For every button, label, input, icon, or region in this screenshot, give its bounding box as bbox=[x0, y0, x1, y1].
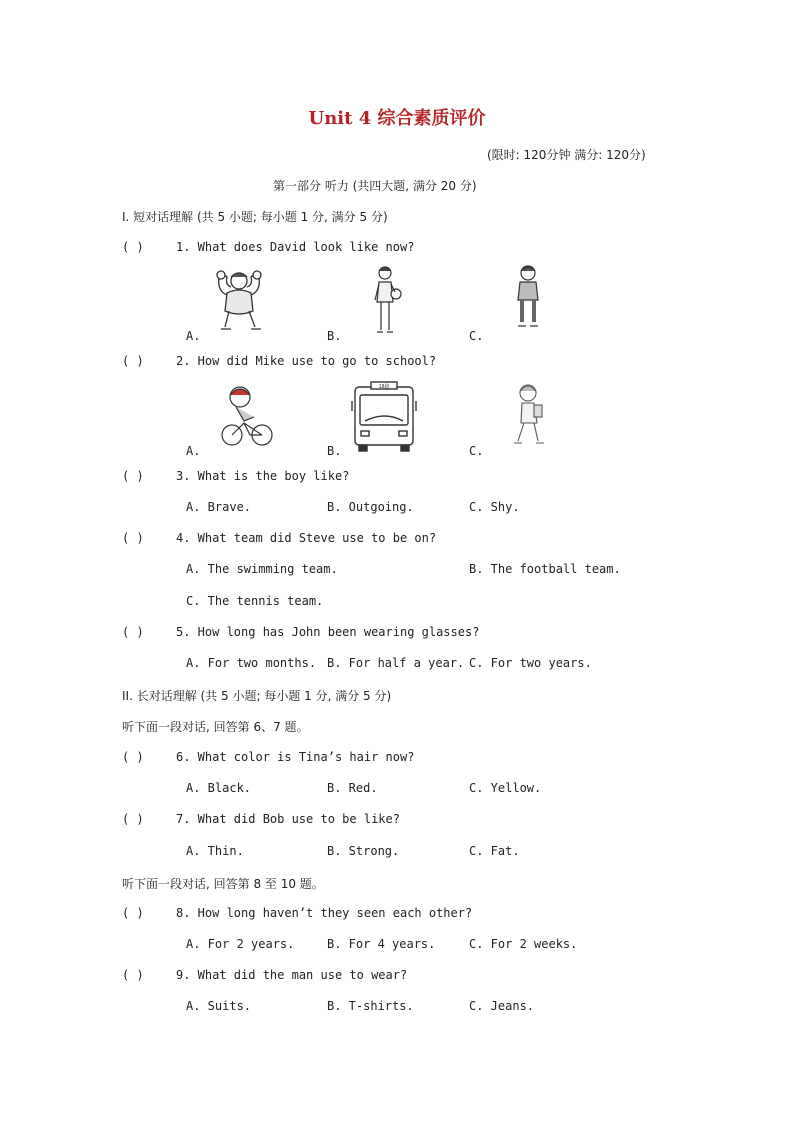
q2-stem: 2. How did Mike use to go to school? bbox=[176, 354, 437, 368]
boy-standing-image bbox=[512, 264, 544, 332]
thin-boy-image bbox=[369, 264, 405, 340]
q7-option-c[interactable]: C. Fat. bbox=[469, 844, 520, 858]
time-limit: (限时: 120分钟 满分: 120分) bbox=[487, 148, 646, 162]
answer-blank-5[interactable]: ( ) bbox=[122, 625, 144, 639]
q7-stem: 7. What did Bob use to be like? bbox=[176, 812, 400, 826]
q4-option-c[interactable]: C. The tennis team. bbox=[186, 594, 324, 608]
answer-blank-6[interactable]: ( ) bbox=[122, 750, 144, 764]
answer-blank-3[interactable]: ( ) bbox=[122, 469, 144, 483]
bicycle-image bbox=[220, 383, 272, 449]
q6-option-a[interactable]: A. Black. bbox=[186, 781, 252, 795]
section-2-heading: II. 长对话理解 (共 5 小题; 每小题 1 分, 满分 5 分) bbox=[122, 689, 392, 703]
q8-option-c[interactable]: C. For 2 weeks. bbox=[469, 937, 578, 951]
q3-option-b[interactable]: B. Outgoing. bbox=[327, 500, 414, 514]
q6-stem: 6. What color is Tina’s hair now? bbox=[176, 750, 415, 764]
q7-option-a[interactable]: A. Thin. bbox=[186, 844, 244, 858]
q1-stem: 1. What does David look like now? bbox=[176, 240, 415, 254]
q3-option-a[interactable]: A. Brave. bbox=[186, 500, 252, 514]
q2-option-c[interactable]: C. bbox=[469, 444, 484, 458]
q3-stem: 3. What is the boy like? bbox=[176, 469, 350, 483]
q1-option-a[interactable]: A. bbox=[186, 329, 201, 343]
q8-option-a[interactable]: A. For 2 years. bbox=[186, 937, 295, 951]
q9-stem: 9. What did the man use to wear? bbox=[176, 968, 408, 982]
q5-option-c[interactable]: C. For two years. bbox=[469, 656, 592, 670]
q7-option-b[interactable]: B. Strong. bbox=[327, 844, 400, 858]
q3-option-c[interactable]: C. Shy. bbox=[469, 500, 520, 514]
q9-option-a[interactable]: A. Suits. bbox=[186, 999, 252, 1013]
q6-option-b[interactable]: B. Red. bbox=[327, 781, 378, 795]
answer-blank-1[interactable]: ( ) bbox=[122, 240, 144, 254]
q8-stem: 8. How long haven’t they seen each other? bbox=[176, 906, 473, 920]
answer-blank-2[interactable]: ( ) bbox=[122, 354, 144, 368]
q4-option-a[interactable]: A. The swimming team. bbox=[186, 562, 338, 576]
q5-option-b[interactable]: B. For half a year. bbox=[327, 656, 465, 670]
bus-route-label: 18路 bbox=[378, 384, 390, 390]
part-heading: 第一部分 听力 (共四大题, 满分 20 分) bbox=[273, 179, 477, 193]
q1-option-c[interactable]: C. bbox=[469, 329, 484, 343]
q4-option-b[interactable]: B. The football team. bbox=[469, 562, 621, 576]
q6-option-c[interactable]: C. Yellow. bbox=[469, 781, 542, 795]
strong-boy-image bbox=[205, 265, 273, 337]
instruction-q8-10: 听下面一段对话, 回答第 8 至 10 题。 bbox=[122, 877, 324, 891]
q8-option-b[interactable]: B. For 4 years. bbox=[327, 937, 436, 951]
q9-option-c[interactable]: C. Jeans. bbox=[469, 999, 535, 1013]
q2-option-a[interactable]: A. bbox=[186, 444, 201, 458]
section-1-heading: I. 短对话理解 (共 5 小题; 每小题 1 分, 满分 5 分) bbox=[122, 210, 388, 224]
q4-stem: 4. What team did Steve use to be on? bbox=[176, 531, 437, 545]
answer-blank-9[interactable]: ( ) bbox=[122, 968, 144, 982]
instruction-q6-7: 听下面一段对话, 回答第 6、7 题。 bbox=[122, 720, 309, 734]
q5-stem: 5. How long has John been wearing glasses? bbox=[176, 625, 480, 639]
q1-option-b[interactable]: B. bbox=[327, 329, 342, 343]
q9-option-b[interactable]: B. T-shirts. bbox=[327, 999, 414, 1013]
answer-blank-7[interactable]: ( ) bbox=[122, 812, 144, 826]
q2-option-b[interactable]: B. bbox=[327, 444, 342, 458]
answer-blank-8[interactable]: ( ) bbox=[122, 906, 144, 920]
answer-blank-4[interactable]: ( ) bbox=[122, 531, 144, 545]
q5-option-a[interactable]: A. For two months. bbox=[186, 656, 317, 670]
page-title: Unit 4 综合素质评价 bbox=[308, 108, 486, 129]
bus-image bbox=[351, 381, 417, 453]
walking-boy-image bbox=[512, 383, 548, 449]
